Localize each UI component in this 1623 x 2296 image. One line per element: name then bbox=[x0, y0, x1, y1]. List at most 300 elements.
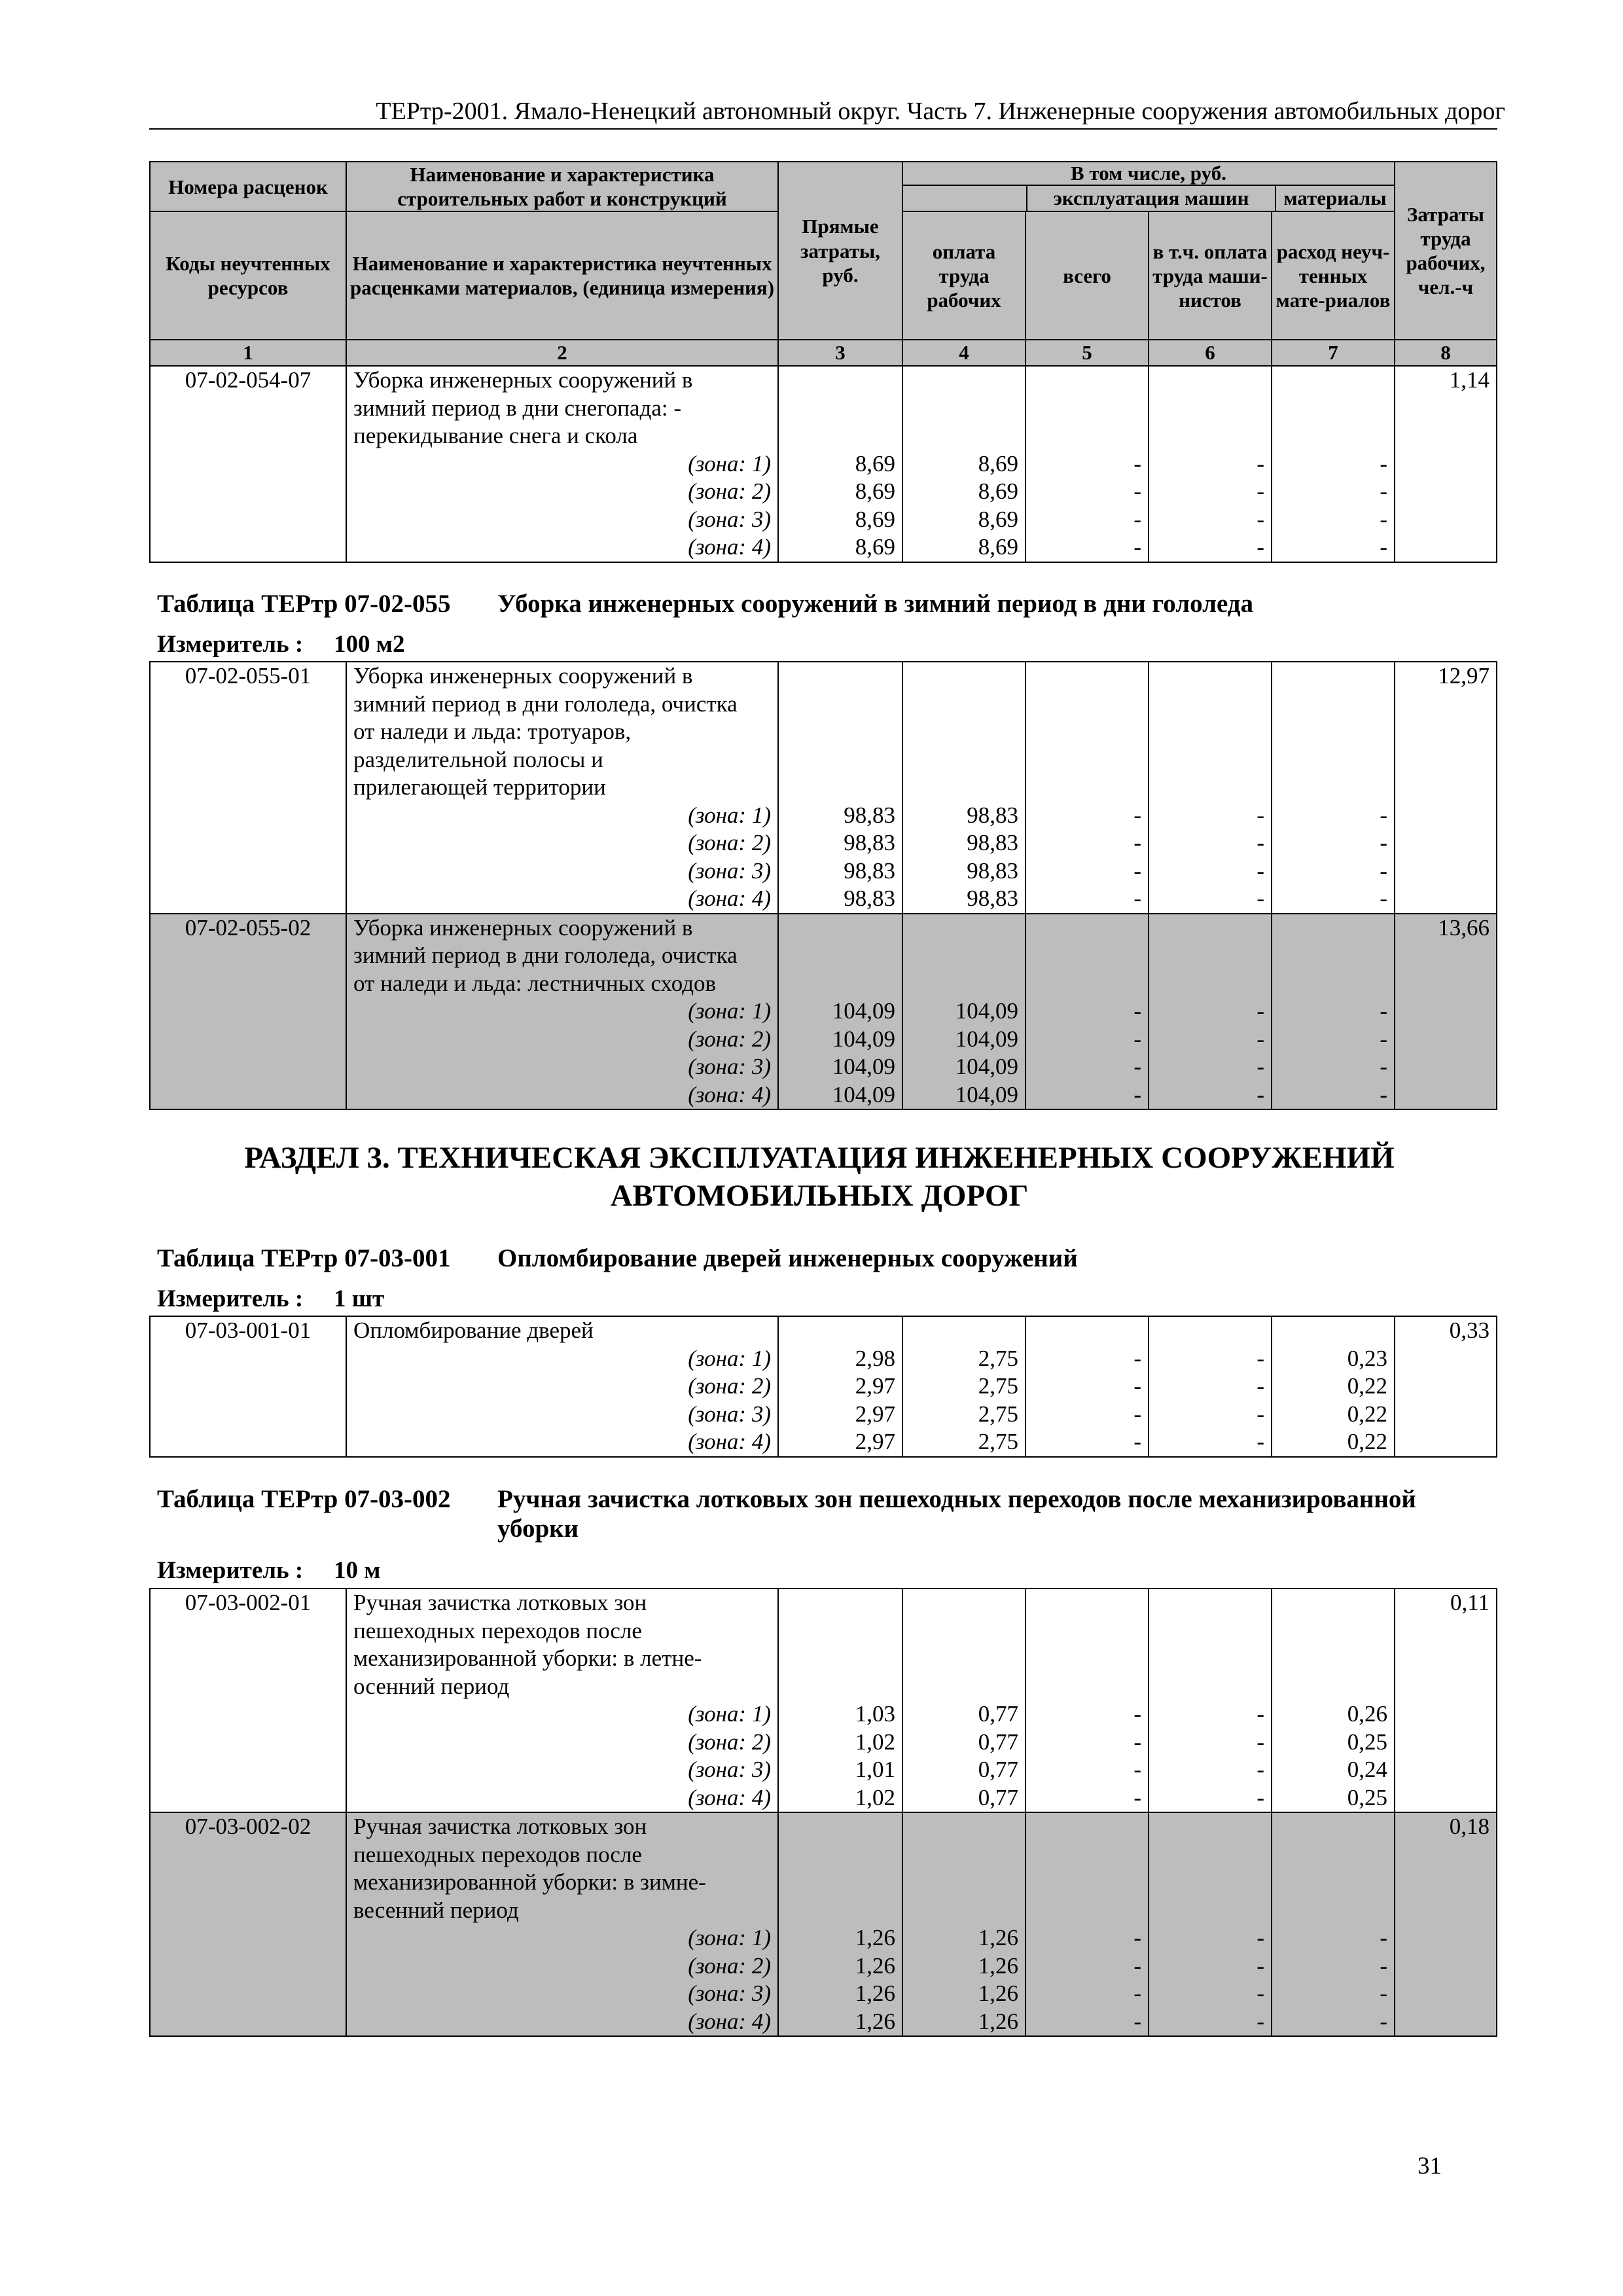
wage-cost: 1,26 bbox=[978, 1925, 1018, 1950]
wage-cost: 2,75 bbox=[978, 1401, 1018, 1427]
wage-cost: 104,09 bbox=[955, 998, 1018, 1024]
material-cost: 0,22 bbox=[1347, 1401, 1387, 1427]
machinist-wage-cell bbox=[1149, 662, 1272, 914]
direct-cost-cell bbox=[778, 366, 902, 562]
labor-value: 0,33 bbox=[1449, 1318, 1489, 1343]
spacer bbox=[910, 970, 1018, 998]
material-cost: - bbox=[1380, 886, 1387, 911]
machine-cost: - bbox=[1133, 1925, 1141, 1950]
wage-cost: 2,75 bbox=[978, 1429, 1018, 1454]
wage-cost: 2,75 bbox=[978, 1345, 1018, 1371]
wage-cost: 98,83 bbox=[967, 886, 1018, 911]
material-cost-cell bbox=[1272, 1812, 1395, 2036]
machine-cost: - bbox=[1133, 1429, 1141, 1454]
column-number: 8 bbox=[1395, 340, 1497, 366]
machine-cost: - bbox=[1133, 1401, 1141, 1427]
spacer bbox=[1033, 1673, 1141, 1701]
spacer bbox=[785, 691, 895, 719]
material-cost: 0,25 bbox=[1347, 1784, 1387, 1810]
machine-cost-cell bbox=[1026, 1588, 1149, 1812]
machine-cost: - bbox=[1133, 1026, 1141, 1052]
machine-cost: - bbox=[1133, 506, 1141, 532]
direct-cost: 1,26 bbox=[855, 1952, 895, 1979]
table-code: Таблица ТЕРтр 07-03-002 bbox=[157, 1485, 451, 1513]
column-number: 4 bbox=[902, 340, 1026, 366]
spacer bbox=[1033, 662, 1141, 691]
material-cost: 0,22 bbox=[1347, 1429, 1387, 1454]
header-name-works: Наименование и характеристика строительных работ и конструкций bbox=[346, 162, 778, 211]
rate-code: 07-03-001-01 bbox=[185, 1318, 312, 1343]
material-cost: - bbox=[1380, 1981, 1387, 2006]
direct-cost: 104,09 bbox=[832, 998, 895, 1024]
spacer bbox=[1279, 1645, 1387, 1673]
table-row bbox=[150, 1316, 1497, 1457]
spacer bbox=[1279, 1589, 1387, 1617]
section-title-line1: РАЗДЕЛ 3. ТЕХНИЧЕСКАЯ ЭКСПЛУАТАЦИЯ ИНЖЕНЕРНЫХ СООРУЖЕНИЙ bbox=[244, 1141, 1395, 1175]
machinist-wage-cell bbox=[1149, 1588, 1272, 1812]
spacer bbox=[1156, 422, 1264, 450]
table-code: Таблица ТЕРтр 07-03-001 bbox=[157, 1244, 451, 1272]
rate-code-cell bbox=[150, 914, 346, 1110]
zone-label: (зона: 2) bbox=[688, 1729, 771, 1755]
spacer bbox=[785, 1813, 895, 1841]
material-cost: - bbox=[1380, 2008, 1387, 2034]
direct-cost-cell bbox=[778, 1588, 902, 1812]
spacer bbox=[1156, 1645, 1264, 1673]
rate-code: 07-02-054-07 bbox=[185, 367, 312, 393]
spacer bbox=[910, 1841, 1018, 1869]
rate-code-cell bbox=[150, 1588, 346, 1812]
spacer bbox=[1156, 718, 1264, 746]
wage-cost: 98,83 bbox=[967, 830, 1018, 855]
spacer bbox=[1279, 1617, 1387, 1645]
column-number: 1 bbox=[150, 340, 346, 366]
measure-07-02-055 bbox=[157, 630, 405, 658]
rates-table-07-02-055 bbox=[149, 661, 1497, 1110]
machinist-wage: - bbox=[1257, 478, 1264, 505]
machine-cost: - bbox=[1133, 1345, 1141, 1371]
table-row bbox=[150, 662, 1497, 914]
direct-cost: 104,09 bbox=[832, 1054, 895, 1079]
spacer bbox=[785, 1673, 895, 1701]
spacer bbox=[1156, 942, 1264, 970]
spacer bbox=[1156, 1841, 1264, 1869]
direct-cost: 8,69 bbox=[855, 478, 895, 505]
machinist-wage: - bbox=[1257, 1981, 1264, 2006]
material-cost: - bbox=[1380, 857, 1387, 884]
machinist-wage: - bbox=[1257, 857, 1264, 884]
description-line: пешеходных переходов после bbox=[353, 1617, 642, 1643]
column-number: 6 bbox=[1149, 340, 1272, 366]
spacer bbox=[785, 367, 895, 395]
zone-label: (зона: 4) bbox=[688, 1081, 771, 1107]
spacer bbox=[910, 1813, 1018, 1841]
zone-label: (зона: 4) bbox=[688, 2008, 771, 2034]
rate-code-cell bbox=[150, 1316, 346, 1457]
machinist-wage: - bbox=[1257, 1373, 1264, 1399]
page-number: 31 bbox=[1418, 2153, 1442, 2179]
direct-cost: 2,97 bbox=[855, 1401, 895, 1427]
spacer bbox=[1033, 1617, 1141, 1645]
spacer bbox=[785, 970, 895, 998]
spacer bbox=[785, 662, 895, 691]
machinist-wage: - bbox=[1257, 2008, 1264, 2034]
spacer bbox=[910, 662, 1018, 691]
wage-cost: 98,83 bbox=[967, 802, 1018, 828]
spacer bbox=[910, 1589, 1018, 1617]
zone-label: (зона: 1) bbox=[688, 1925, 771, 1950]
material-cost: - bbox=[1380, 1081, 1387, 1107]
spacer bbox=[910, 367, 1018, 395]
machine-cost: - bbox=[1133, 886, 1141, 911]
column-number: 2 bbox=[346, 340, 778, 366]
description-line: осенний период bbox=[353, 1673, 510, 1699]
material-cost-cell bbox=[1272, 914, 1395, 1110]
header-materials: материалы bbox=[1283, 187, 1387, 210]
table-header bbox=[150, 162, 1497, 366]
description-line: зимний период в дни гололеда, очистка bbox=[353, 942, 738, 968]
table-code: Таблица ТЕРтр 07-02-055 bbox=[157, 590, 451, 618]
spacer bbox=[1279, 1841, 1387, 1869]
rate-description-cell bbox=[346, 1316, 778, 1457]
description-line: зимний период в дни снегопада: - bbox=[353, 395, 682, 421]
rate-description-cell bbox=[346, 1588, 778, 1812]
machine-cost-cell bbox=[1026, 1316, 1149, 1457]
machine-cost: - bbox=[1133, 802, 1141, 828]
rate-description-cell bbox=[346, 366, 778, 562]
direct-cost-cell bbox=[778, 914, 902, 1110]
direct-cost: 2,98 bbox=[855, 1345, 895, 1371]
spacer bbox=[1033, 691, 1141, 719]
header-rule bbox=[149, 128, 1497, 130]
labor-cell bbox=[1395, 662, 1497, 914]
spacer bbox=[1279, 422, 1387, 450]
spacer bbox=[1156, 1813, 1264, 1841]
spacer bbox=[785, 774, 895, 802]
description-line: разделительной полосы и bbox=[353, 746, 603, 772]
spacer bbox=[1279, 774, 1387, 802]
labor-value: 0,18 bbox=[1449, 1814, 1489, 1839]
rate-code: 07-03-002-02 bbox=[185, 1814, 312, 1839]
wage-cost: 0,77 bbox=[978, 1784, 1018, 1810]
table-title-07-02-055 bbox=[157, 589, 1254, 619]
direct-cost-cell bbox=[778, 662, 902, 914]
column-number: 5 bbox=[1026, 340, 1149, 366]
spacer bbox=[785, 1645, 895, 1673]
spacer bbox=[1033, 1589, 1141, 1617]
zone-label: (зона: 4) bbox=[688, 534, 771, 560]
machine-cost-cell bbox=[1026, 662, 1149, 914]
rates-table-07-02-054 bbox=[149, 161, 1497, 563]
direct-cost: 1,26 bbox=[855, 2008, 895, 2034]
machine-cost: - bbox=[1133, 857, 1141, 884]
spacer bbox=[1279, 1869, 1387, 1897]
zone-label: (зона: 3) bbox=[688, 1981, 771, 2006]
spacer bbox=[1156, 914, 1264, 942]
zone-label: (зона: 2) bbox=[688, 1952, 771, 1979]
table-title-07-03-001 bbox=[157, 1244, 1078, 1273]
measure-07-03-002 bbox=[157, 1556, 381, 1585]
spacer bbox=[1033, 970, 1141, 998]
zone-label: (зона: 2) bbox=[688, 478, 771, 505]
machine-cost: - bbox=[1133, 998, 1141, 1024]
description-line: от наледи и льда: лестничных сходов bbox=[353, 970, 717, 996]
machinist-wage: - bbox=[1257, 1081, 1264, 1107]
spacer bbox=[1156, 1673, 1264, 1701]
spacer bbox=[910, 718, 1018, 746]
spacer bbox=[1033, 1841, 1141, 1869]
spacer bbox=[1279, 746, 1387, 774]
header-labor: Затраты труда рабочих, чел.-ч bbox=[1395, 162, 1497, 340]
zone-label: (зона: 3) bbox=[688, 1054, 771, 1079]
material-cost: - bbox=[1380, 450, 1387, 476]
labor-value: 0,11 bbox=[1450, 1590, 1489, 1615]
rate-description-cell bbox=[346, 1812, 778, 2036]
machinist-wage-cell bbox=[1149, 914, 1272, 1110]
zone-label: (зона: 1) bbox=[688, 1701, 771, 1727]
machine-cost-cell bbox=[1026, 914, 1149, 1110]
spacer bbox=[785, 1869, 895, 1897]
measure-value: 10 м bbox=[334, 1557, 381, 1584]
machine-cost-cell bbox=[1026, 1812, 1149, 2036]
header-direct-costs: Прямые затраты, руб. bbox=[778, 162, 902, 340]
material-cost: - bbox=[1380, 998, 1387, 1024]
wage-cost: 8,69 bbox=[978, 534, 1018, 560]
spacer bbox=[910, 1617, 1018, 1645]
measure-value: 1 шт bbox=[334, 1285, 385, 1312]
machine-cost: - bbox=[1133, 2008, 1141, 2034]
spacer bbox=[910, 422, 1018, 450]
machinist-wage-cell bbox=[1149, 1812, 1272, 2036]
direct-cost: 98,83 bbox=[844, 857, 895, 884]
machine-cost: - bbox=[1133, 478, 1141, 505]
machine-cost: - bbox=[1133, 1373, 1141, 1399]
zone-label: (зона: 3) bbox=[688, 1757, 771, 1782]
spacer bbox=[910, 746, 1018, 774]
description-line: Уборка инженерных сооружений в bbox=[353, 367, 693, 393]
direct-cost: 98,83 bbox=[844, 886, 895, 911]
table-name: Уборка инженерных сооружений в зимний период в дни гололеда bbox=[497, 590, 1254, 618]
zone-label: (зона: 1) bbox=[688, 1345, 771, 1371]
wage-cost: 8,69 bbox=[978, 450, 1018, 476]
machinist-wage-cell bbox=[1149, 366, 1272, 562]
measure-label: Измеритель : bbox=[157, 631, 304, 658]
material-cost: - bbox=[1380, 1952, 1387, 1979]
spacer bbox=[1279, 1673, 1387, 1701]
spacer bbox=[1033, 1869, 1141, 1897]
wage-cost-cell bbox=[902, 1812, 1026, 2036]
spacer bbox=[910, 1897, 1018, 1925]
direct-cost: 104,09 bbox=[832, 1081, 895, 1107]
table-row bbox=[150, 1812, 1497, 2036]
spacer bbox=[910, 691, 1018, 719]
spacer bbox=[785, 942, 895, 970]
spacer bbox=[1033, 942, 1141, 970]
spacer bbox=[1156, 1317, 1264, 1345]
machinist-wage: - bbox=[1257, 1429, 1264, 1454]
rate-description-cell bbox=[346, 662, 778, 914]
material-cost: 0,25 bbox=[1347, 1729, 1387, 1755]
zone-label: (зона: 2) bbox=[688, 830, 771, 855]
description-line: зимний период в дни гололеда, очистка bbox=[353, 691, 738, 717]
spacer bbox=[1279, 691, 1387, 719]
spacer bbox=[1033, 1645, 1141, 1673]
header-rates-no: Номера расценок bbox=[150, 162, 346, 211]
direct-cost: 1,03 bbox=[855, 1701, 895, 1727]
spacer bbox=[1279, 914, 1387, 942]
rate-code-cell bbox=[150, 366, 346, 562]
header-total: всего bbox=[1026, 211, 1149, 340]
wage-cost: 1,26 bbox=[978, 2008, 1018, 2034]
spacer bbox=[785, 1317, 895, 1345]
running-header: ТЕРтр-2001. Ямало-Ненецкий автономный округ. Часть 7. Инженерные сооружения автомобильных дорог bbox=[376, 98, 1505, 125]
description-line: прилегающей территории bbox=[353, 774, 606, 800]
material-cost: - bbox=[1380, 478, 1387, 505]
wage-cost: 104,09 bbox=[955, 1026, 1018, 1052]
direct-cost: 1,02 bbox=[855, 1729, 895, 1755]
spacer bbox=[1156, 774, 1264, 802]
zone-label: (зона: 2) bbox=[688, 1026, 771, 1052]
spacer bbox=[1279, 970, 1387, 998]
spacer bbox=[1156, 1897, 1264, 1925]
spacer bbox=[1279, 1813, 1387, 1841]
direct-cost: 104,09 bbox=[832, 1026, 895, 1052]
machinist-wage: - bbox=[1257, 450, 1264, 476]
material-cost: - bbox=[1380, 1054, 1387, 1079]
zone-label: (зона: 1) bbox=[688, 450, 771, 476]
labor-cell bbox=[1395, 914, 1497, 1110]
machine-cost: - bbox=[1133, 1701, 1141, 1727]
header-incl: В том числе, руб. bbox=[903, 162, 1394, 186]
description-line: от наледи и льда: тротуаров, bbox=[353, 719, 632, 744]
machinist-wage: - bbox=[1257, 1729, 1264, 1755]
direct-cost: 8,69 bbox=[855, 450, 895, 476]
labor-value: 13,66 bbox=[1438, 914, 1489, 941]
direct-cost: 1,26 bbox=[855, 1925, 895, 1950]
spacer bbox=[910, 1673, 1018, 1701]
zone-label: (зона: 4) bbox=[688, 886, 771, 911]
labor-cell bbox=[1395, 1588, 1497, 1812]
spacer bbox=[910, 1869, 1018, 1897]
machine-cost: - bbox=[1133, 1729, 1141, 1755]
description-line: Ручная зачистка лотковых зон bbox=[353, 1590, 647, 1615]
wage-cost-cell bbox=[902, 914, 1026, 1110]
measure-07-03-001 bbox=[157, 1285, 385, 1313]
machine-cost: - bbox=[1133, 1081, 1141, 1107]
spacer bbox=[910, 774, 1018, 802]
machine-cost: - bbox=[1133, 830, 1141, 855]
spacer bbox=[910, 395, 1018, 423]
spacer bbox=[1279, 395, 1387, 423]
section-title bbox=[149, 1139, 1489, 1215]
direct-cost: 2,97 bbox=[855, 1373, 895, 1399]
labor-cell bbox=[1395, 1316, 1497, 1457]
table-row bbox=[150, 366, 1497, 562]
spacer bbox=[1033, 422, 1141, 450]
machinist-wage: - bbox=[1257, 802, 1264, 828]
spacer bbox=[1033, 1317, 1141, 1345]
machine-cost: - bbox=[1133, 1757, 1141, 1782]
wage-cost: 104,09 bbox=[955, 1054, 1018, 1079]
spacer bbox=[1033, 1813, 1141, 1841]
material-cost: - bbox=[1380, 534, 1387, 560]
description-line: Ручная зачистка лотковых зон bbox=[353, 1814, 647, 1839]
material-cost-cell bbox=[1272, 1316, 1395, 1457]
spacer bbox=[1156, 691, 1264, 719]
zone-label: (зона: 3) bbox=[688, 857, 771, 884]
labor-value: 1,14 bbox=[1449, 367, 1489, 393]
machinist-wage: - bbox=[1257, 1952, 1264, 1979]
description-line: весенний период bbox=[353, 1897, 519, 1923]
direct-cost-cell bbox=[778, 1812, 902, 2036]
header-name-materials: Наименование и характеристика неучтенных расценками материалов, (единица измерения) bbox=[346, 211, 778, 340]
spacer bbox=[1156, 1617, 1264, 1645]
column-number: 7 bbox=[1272, 340, 1395, 366]
labor-value: 12,97 bbox=[1438, 663, 1489, 689]
spacer bbox=[785, 718, 895, 746]
material-cost: 0,23 bbox=[1347, 1345, 1387, 1371]
machine-cost: - bbox=[1133, 534, 1141, 560]
spacer bbox=[910, 914, 1018, 942]
material-cost: 0,22 bbox=[1347, 1373, 1387, 1399]
labor-cell bbox=[1395, 366, 1497, 562]
spacer bbox=[1156, 1589, 1264, 1617]
machinist-wage: - bbox=[1257, 1345, 1264, 1371]
machinist-wage: - bbox=[1257, 1925, 1264, 1950]
wage-cost: 104,09 bbox=[955, 1081, 1018, 1107]
spacer bbox=[1279, 662, 1387, 691]
wage-cost: 0,77 bbox=[978, 1757, 1018, 1782]
table-title-07-03-002 bbox=[157, 1484, 1416, 1543]
machinist-wage: - bbox=[1257, 1784, 1264, 1810]
zone-label: (зона: 3) bbox=[688, 506, 771, 532]
spacer bbox=[785, 1617, 895, 1645]
machinist-wage: - bbox=[1257, 1701, 1264, 1727]
material-cost-cell bbox=[1272, 1588, 1395, 1812]
spacer bbox=[1033, 718, 1141, 746]
spacer bbox=[1279, 1317, 1387, 1345]
spacer bbox=[785, 1589, 895, 1617]
material-cost-cell bbox=[1272, 366, 1395, 562]
rate-code: 07-02-055-01 bbox=[185, 663, 312, 689]
material-cost: 0,26 bbox=[1347, 1701, 1387, 1727]
spacer bbox=[1156, 1869, 1264, 1897]
section-title-line2: АВТОМОБИЛЬНЫХ ДОРОГ bbox=[610, 1179, 1029, 1213]
machinist-wage: - bbox=[1257, 534, 1264, 560]
direct-cost: 1,01 bbox=[855, 1757, 895, 1782]
material-cost: 0,24 bbox=[1347, 1757, 1387, 1782]
table-row bbox=[150, 1588, 1497, 1812]
description-line: Уборка инженерных сооружений в bbox=[353, 914, 693, 941]
spacer bbox=[1279, 1897, 1387, 1925]
spacer bbox=[1156, 395, 1264, 423]
rates-table-07-03-001 bbox=[149, 1316, 1497, 1458]
description-line: механизированной уборки: в летне- bbox=[353, 1645, 702, 1671]
wage-cost: 0,77 bbox=[978, 1701, 1018, 1727]
spacer bbox=[910, 942, 1018, 970]
spacer bbox=[1156, 367, 1264, 395]
spacer bbox=[910, 1645, 1018, 1673]
material-cost: - bbox=[1380, 802, 1387, 828]
spacer bbox=[1156, 970, 1264, 998]
machine-cost: - bbox=[1133, 1054, 1141, 1079]
material-cost-cell bbox=[1272, 662, 1395, 914]
direct-cost: 98,83 bbox=[844, 802, 895, 828]
machinist-wage: - bbox=[1257, 1401, 1264, 1427]
wage-cost-cell bbox=[902, 1588, 1026, 1812]
spacer bbox=[1279, 367, 1387, 395]
wage-cost-cell bbox=[902, 1316, 1026, 1457]
